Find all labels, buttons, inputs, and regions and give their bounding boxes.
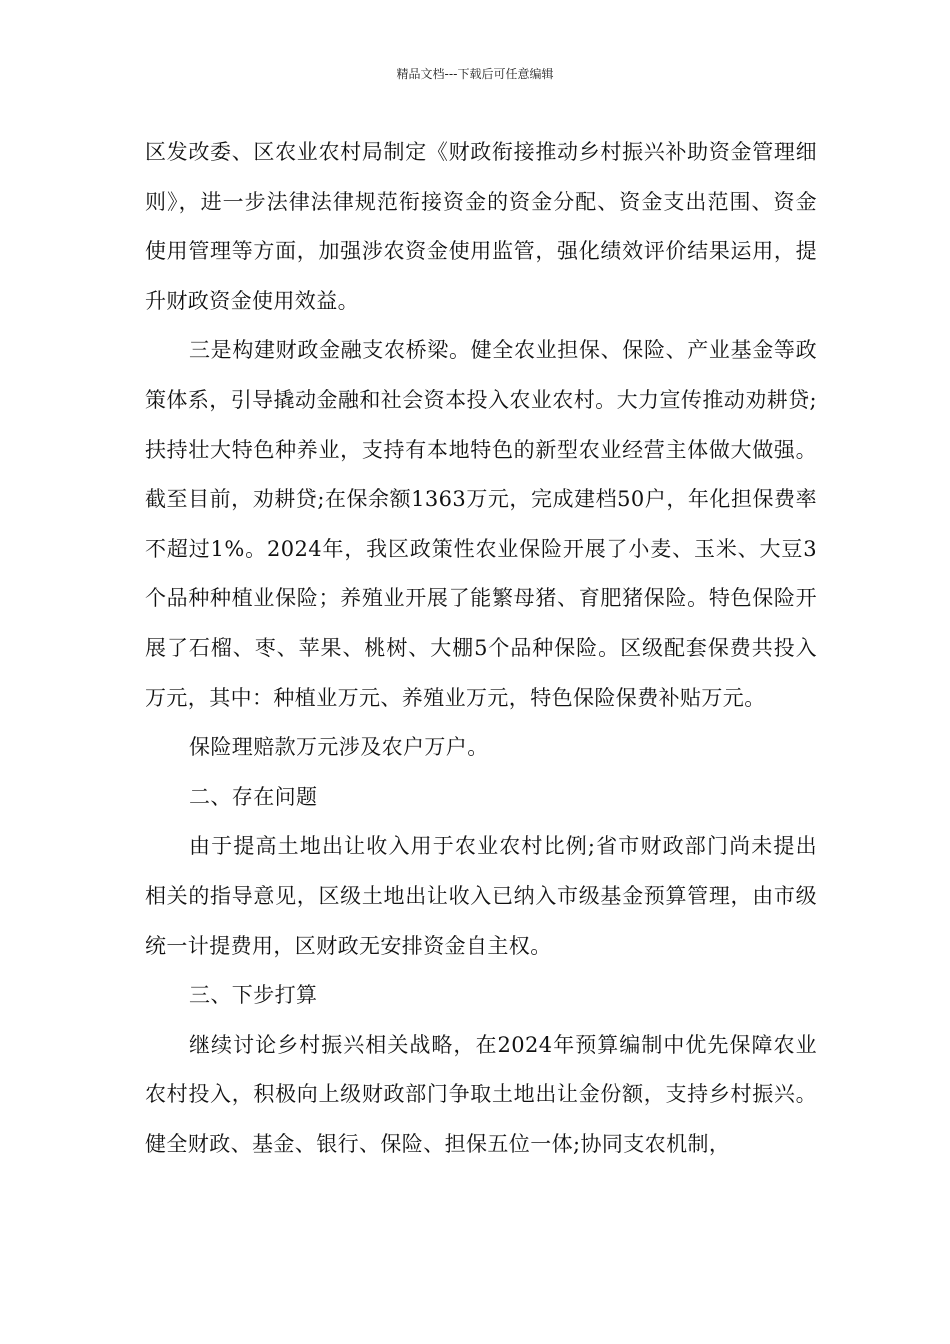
paragraph-problems: 由于提高土地出让收入用于农业农村比例;省市财政部门尚未提出相关的指导意见，区级土地出让收入已纳入市级基金预算管理，由市级统一计提费用，区财政无安排资金自主权。 (145, 834, 817, 958)
document-body (145, 128, 817, 1169)
paragraph-insurance-claims: 保险理赔款万元涉及农户万户。 (189, 735, 489, 760)
section-heading-next-steps: 三、下步打算 (189, 983, 318, 1008)
section-heading-problems: 二、存在问题 (189, 784, 318, 809)
paragraph-financial-bridge: 三是构建财政金融支农桥梁。健全农业担保、保险、产业基金等政策体系，引导撬动金融和社会资本投入农业农村。大力宣传推动劝耕贷;扶持壮大特色种养业，支持有本地特色的新型农业经营主体做大做强。截至目前，劝耕贷;在保余额1363万元，完成建档50户，年化担保费率不超过1%。2024年，我区政策性农业保险开展了小麦、玉米、大豆3个品种种植业保险；养殖业开展了能繁母猪、育肥猪保险。特色保险开展了石榴、枣、苹果、桃树、大棚5个品种保险。区级配套保费共投入万元，其中：种植业万元、养殖业万元，特色保险保费补贴万元。 (145, 338, 817, 710)
paragraph-next-steps: 继续讨论乡村振兴相关战略，在2024年预算编制中优先保障农业农村投入，积极向上级财政部门争取土地出让金份额，支持乡村振兴。健全财政、基金、银行、保险、担保五位一体;协同支农机制， (145, 1032, 817, 1156)
page-header: 精品文档---下载后可任意编辑 (396, 67, 554, 81)
paragraph-continuation: 区发改委、区农业农村局制定《财政衔接推动乡村振兴补助资金管理细则》，进一步法律法律规范衔接资金的资金分配、资金支出范围、资金使用管理等方面，加强涉农资金使用监管，强化绩效评价结果运用，提升财政资金使用效益。 (145, 140, 817, 313)
